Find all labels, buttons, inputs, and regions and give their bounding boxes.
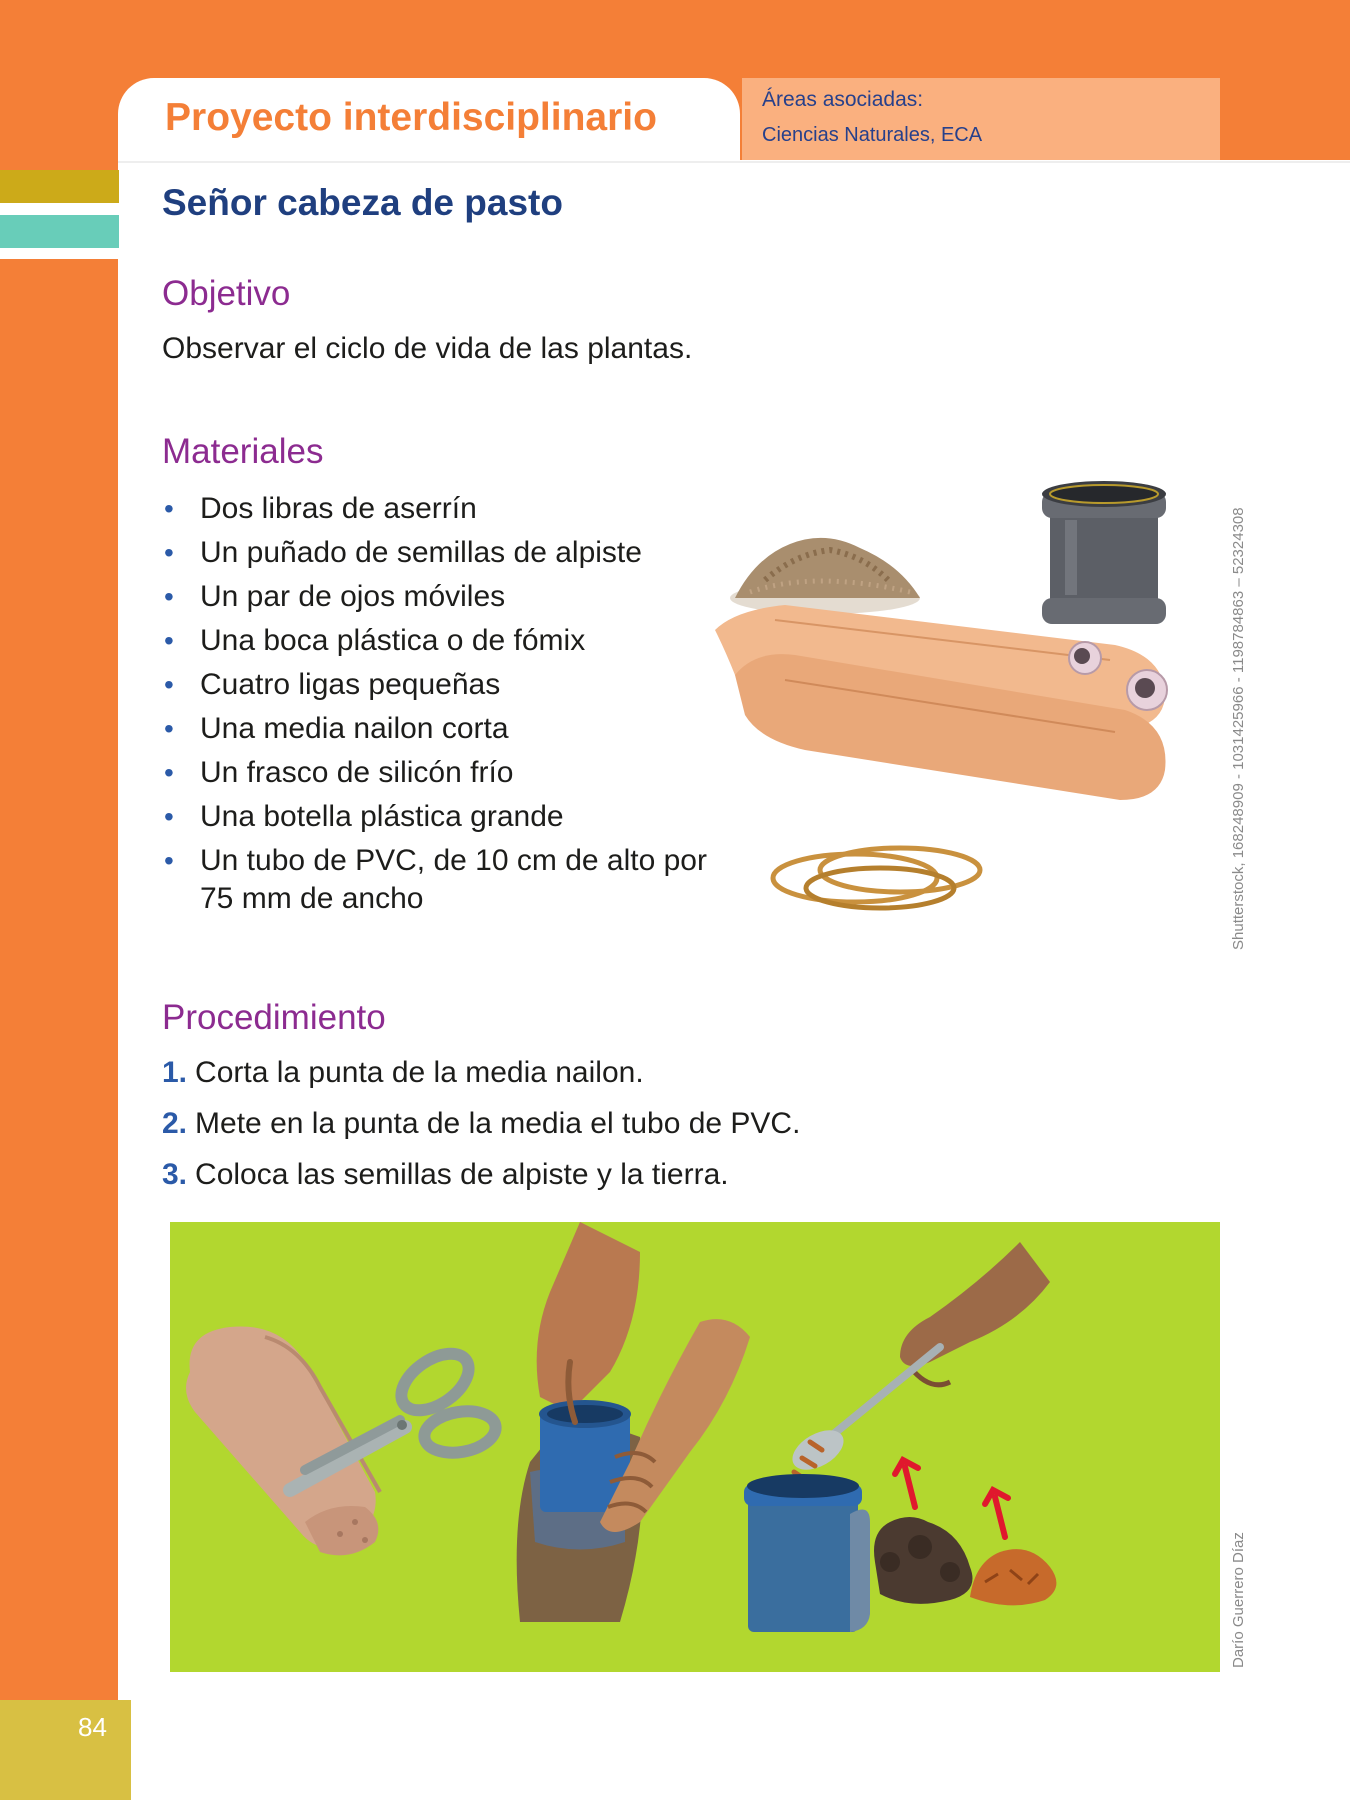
- stripe-gap: [0, 203, 119, 215]
- step-number: 2.: [162, 1107, 188, 1140]
- materials-list: [162, 490, 722, 924]
- project-title: Señor cabeza de pasto: [162, 182, 563, 223]
- nylon-stocking-icon: [715, 605, 1166, 800]
- sawdust-pile-icon: [970, 1549, 1056, 1605]
- footer-band: [0, 1700, 131, 1800]
- jar-icon: [748, 1492, 858, 1632]
- materials-heading: Materiales: [162, 432, 324, 471]
- list-item: • Un puñado de semillas de alpiste: [162, 534, 722, 572]
- teal-stripe: [0, 215, 119, 248]
- list-item: • Una media nailon corta: [162, 710, 722, 748]
- photo-credit: Shutterstock, 168248909 - 1031425966 - 1198784863 – 52324308: [1230, 507, 1247, 950]
- add-seeds-illustration: [744, 1242, 1056, 1632]
- objective-text: Observar el ciclo de vida de las plantas.: [162, 332, 693, 365]
- procedure-illustration: [170, 1222, 1220, 1672]
- list-item: • Cuatro ligas pequeñas: [162, 666, 722, 704]
- page-number: 84: [78, 1712, 107, 1742]
- step-number: 3.: [162, 1158, 188, 1191]
- step-verb: Mete: [195, 1107, 262, 1140]
- list-item: • Un tubo de PVC, de 10 cm de alto por 75 mm de ancho: [162, 842, 722, 918]
- list-item: • Una botella plástica grande: [162, 798, 722, 836]
- step-text: la punta de la media nailon.: [268, 1056, 644, 1089]
- objective-heading: Objetivo: [162, 274, 291, 313]
- procedure-steps: [162, 1054, 1162, 1207]
- procedure-heading: Procedimiento: [162, 998, 386, 1037]
- materials-photo: [715, 470, 1235, 930]
- list-item: • Una boca plástica o de fómix: [162, 622, 722, 660]
- insert-tube-illustration: [517, 1222, 750, 1622]
- left-orange-band: [0, 0, 118, 1800]
- list-item: [162, 1105, 1162, 1143]
- sawdust-icon: [730, 538, 920, 614]
- pvc-pipe-icon: [1042, 481, 1166, 624]
- list-item: [162, 1156, 1162, 1194]
- list-item: • Dos libras de aserrín: [162, 490, 722, 528]
- list-item: • Un frasco de silicón frío: [162, 754, 722, 792]
- step-verb: Coloca: [195, 1158, 289, 1191]
- step-verb: Corta: [195, 1056, 269, 1089]
- illustration-credit: Darío Guerrero Díaz: [1230, 1532, 1247, 1668]
- yellow-stripe: [0, 170, 119, 203]
- stripe-gap: [0, 248, 119, 259]
- list-item: [162, 1054, 1162, 1092]
- header-divider: [118, 161, 1350, 163]
- rubber-bands-icon: [773, 848, 980, 908]
- arrow-up-icon: [995, 1497, 1005, 1537]
- list-item: • Un par de ojos móviles: [162, 578, 722, 616]
- step-text: las semillas de alpiste y la tierra.: [288, 1158, 729, 1191]
- arrow-up-icon: [905, 1467, 915, 1507]
- header-title: Proyecto interdisciplinario: [165, 96, 657, 139]
- step-text: en la punta de la media el tubo de PVC.: [261, 1107, 801, 1140]
- associated-areas-label: Áreas asociadas:: [762, 88, 924, 111]
- step-number: 1.: [162, 1056, 188, 1089]
- associated-areas-value: Ciencias Naturales, ECA: [762, 124, 983, 146]
